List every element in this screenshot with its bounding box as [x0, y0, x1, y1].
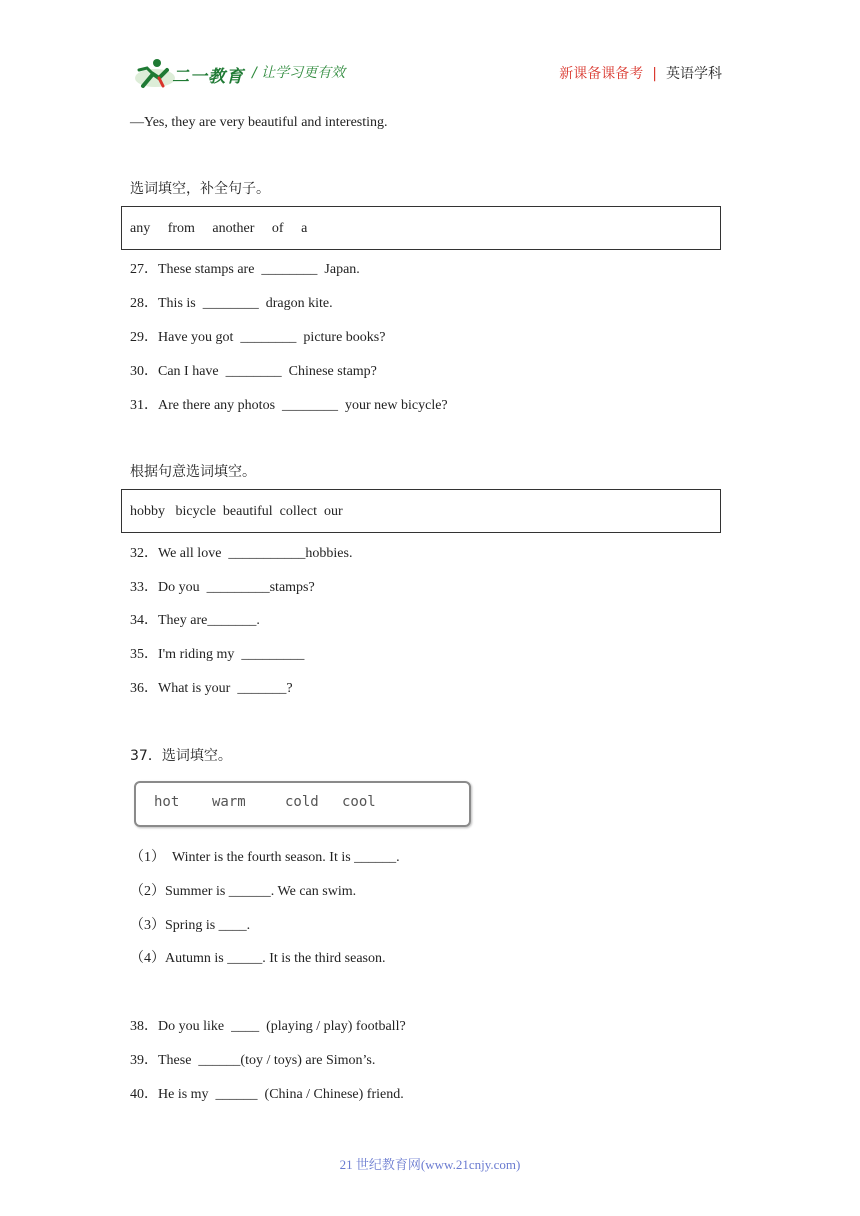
question-29: 29．Have you got ________ picture books?: [130, 330, 386, 345]
header-right: [559, 63, 722, 83]
question-37-3: （3）Spring is ____.: [130, 918, 251, 933]
question-36: 36．What is your _______?: [130, 681, 293, 696]
question-27: 27．These stamps are ________ Japan.: [130, 262, 360, 277]
question-33: 33．Do you _________stamps?: [130, 580, 315, 595]
brand-name: 二一教育: [172, 67, 244, 87]
question-30: 30．Can I have ________ Chinese stamp?: [130, 364, 377, 379]
question-37-4: （4）Autumn is _____. It is the third season.: [130, 951, 386, 966]
header-separator: |: [652, 66, 657, 82]
word-hot: hot: [154, 794, 180, 810]
word-bank-image: [134, 781, 471, 827]
question-28: 28．This is ________ dragon kite.: [130, 296, 333, 311]
word-bank: any from another of a: [130, 221, 308, 236]
word-cool: cool: [342, 794, 376, 810]
question-37-title: 37．选词填空。: [130, 748, 232, 764]
subject-label: 英语学科: [666, 66, 722, 82]
course-label: 新课备课备考: [559, 66, 644, 82]
question-35: 35．I'm riding my _________: [130, 647, 305, 662]
question-39: 39．These ______(toy / toys) are Simon’s.: [130, 1053, 376, 1068]
answer-line: —Yes, they are very beautiful and interesting.: [130, 115, 388, 130]
question-37-1: （1） Winter is the fourth season. It is ______.: [130, 850, 400, 865]
word-cold: cold: [285, 794, 319, 810]
word-bank-box: [121, 206, 721, 250]
word-bank-box: [121, 489, 721, 533]
question-40: 40．He is my ______ (China / Chinese) friend.: [130, 1087, 404, 1102]
brand-slogan: / 让学习更有效: [252, 65, 346, 81]
question-38: 38．Do you like ____ (playing / play) football?: [130, 1019, 406, 1034]
question-34: 34．They are_______.: [130, 613, 260, 628]
footer-link[interactable]: 21 世纪教育网(www.21cnjy.com): [339, 1157, 521, 1172]
section-title: 选词填空，补全句子。: [130, 181, 270, 197]
question-31: 31．Are there any photos ________ your new bicycle?: [130, 398, 448, 413]
word-warm: warm: [212, 794, 246, 810]
question-37-2: （2）Summer is ______. We can swim.: [130, 884, 357, 899]
word-bank: hobby bicycle beautiful collect our: [130, 504, 343, 519]
section-title: 根据句意选词填空。: [130, 464, 256, 480]
question-32: 32．We all love ___________hobbies.: [130, 546, 353, 561]
